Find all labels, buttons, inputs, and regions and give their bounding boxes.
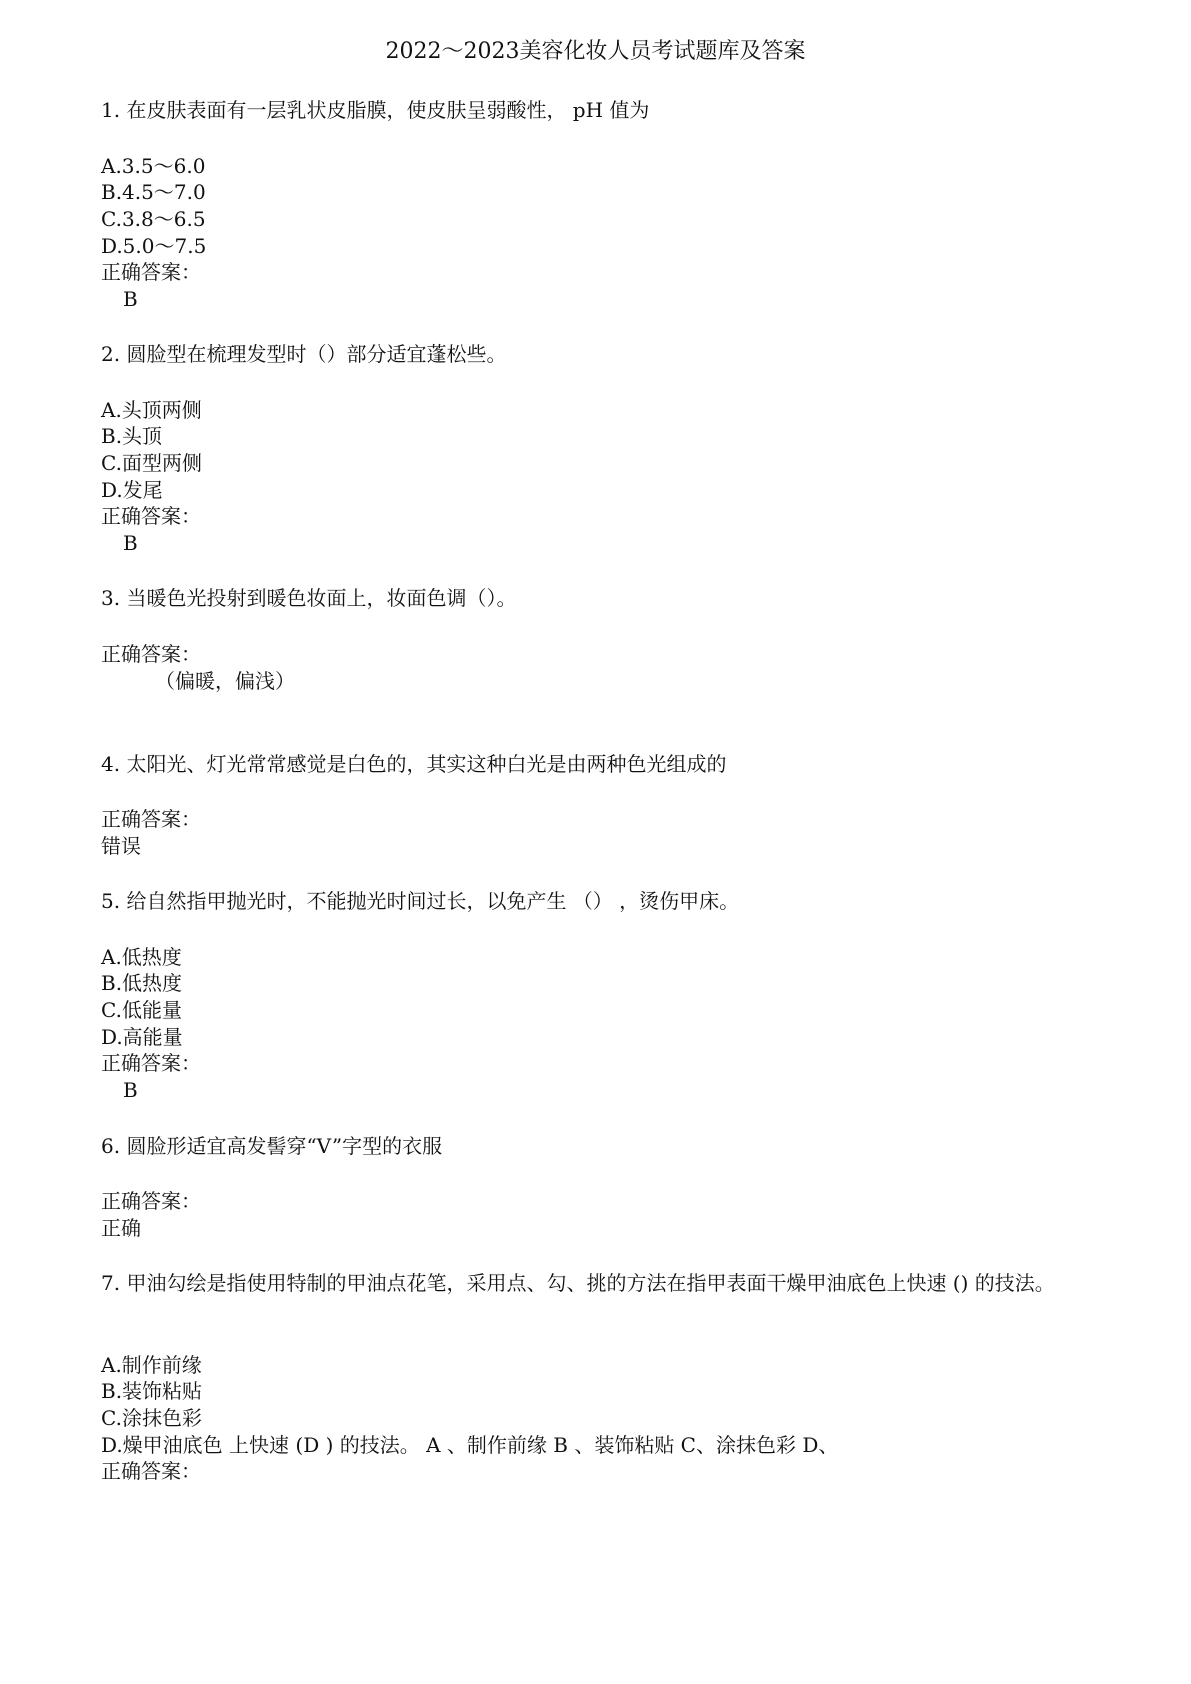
question-1-answer-label: 正确答案： bbox=[101, 260, 201, 284]
question-7-option-c: C.涂抹色彩 bbox=[101, 1406, 202, 1430]
question-5-stem: 5. 给自然指甲抛光时，不能抛光时间过长，以免产生 （） ，烫伤甲床。 bbox=[101, 889, 740, 913]
question-2-answer-label: 正确答案： bbox=[101, 504, 201, 528]
question-2-option-d: D.发尾 bbox=[101, 478, 163, 502]
document-title: 2022～2023美容化妆人员考试题库及答案 bbox=[385, 39, 806, 64]
question-3-answer: （偏暖，偏浅） bbox=[155, 669, 295, 693]
question-2-option-c: C.面型两侧 bbox=[101, 451, 202, 475]
question-7-option-d: D.燥甲油底色 上快速 (D ) 的技法。 A 、制作前缘 B 、装饰粘贴 C、涂抹色彩 D、 bbox=[101, 1433, 839, 1457]
question-3-answer-label: 正确答案： bbox=[101, 642, 201, 666]
question-7-answer-label: 正确答案： bbox=[101, 1459, 201, 1483]
question-2-option-b: B.头顶 bbox=[101, 424, 163, 448]
question-5-answer-label: 正确答案： bbox=[101, 1051, 201, 1075]
question-6-answer-label: 正确答案： bbox=[101, 1189, 201, 1213]
question-6-stem: 6. 圆脸形适宜高发髻穿“V”字型的衣服 bbox=[101, 1134, 443, 1158]
question-1-option-d: D.5.0～7.5 bbox=[101, 234, 207, 258]
question-5-option-d: D.高能量 bbox=[101, 1025, 183, 1049]
question-1-option-c: C.3.8～6.5 bbox=[101, 207, 206, 231]
question-5-option-a: A.低热度 bbox=[101, 945, 182, 969]
question-4-stem: 4. 太阳光、灯光常常感觉是白色的，其实这种白光是由两种色光组成的 bbox=[101, 752, 727, 776]
question-5-option-c: C.低能量 bbox=[101, 998, 182, 1022]
question-7-option-a: A.制作前缘 bbox=[101, 1353, 202, 1377]
question-1-stem: 1. 在皮肤表面有一层乳状皮脂膜，使皮肤呈弱酸性， pH 值为 bbox=[101, 98, 650, 122]
question-7-stem: 7. 甲油勾绘是指使用特制的甲油点花笔，采用点、勾、挑的方法在指甲表面干燥甲油底色上快速 () 的技法。 bbox=[101, 1271, 1055, 1295]
question-1-answer: B bbox=[123, 287, 138, 311]
question-3-stem: 3. 当暖色光投射到暖色妆面上，妆面色调（）。 bbox=[101, 586, 517, 610]
question-2-answer: B bbox=[123, 531, 138, 555]
question-2-option-a: A.头顶两侧 bbox=[101, 398, 202, 422]
question-7-option-b: B.装饰粘贴 bbox=[101, 1379, 203, 1403]
question-6-answer: 正确 bbox=[101, 1216, 141, 1240]
question-1-option-b: B.4.5～7.0 bbox=[101, 180, 206, 204]
question-1-option-a: A.3.5～6.0 bbox=[101, 154, 206, 178]
question-5-answer: B bbox=[123, 1078, 138, 1102]
question-4-answer-label: 正确答案： bbox=[101, 807, 201, 831]
question-4-answer: 错误 bbox=[101, 834, 141, 858]
question-5-option-b: B.低热度 bbox=[101, 971, 183, 995]
question-2-stem: 2. 圆脸型在梳理发型时（）部分适宜蓬松些。 bbox=[101, 342, 507, 366]
